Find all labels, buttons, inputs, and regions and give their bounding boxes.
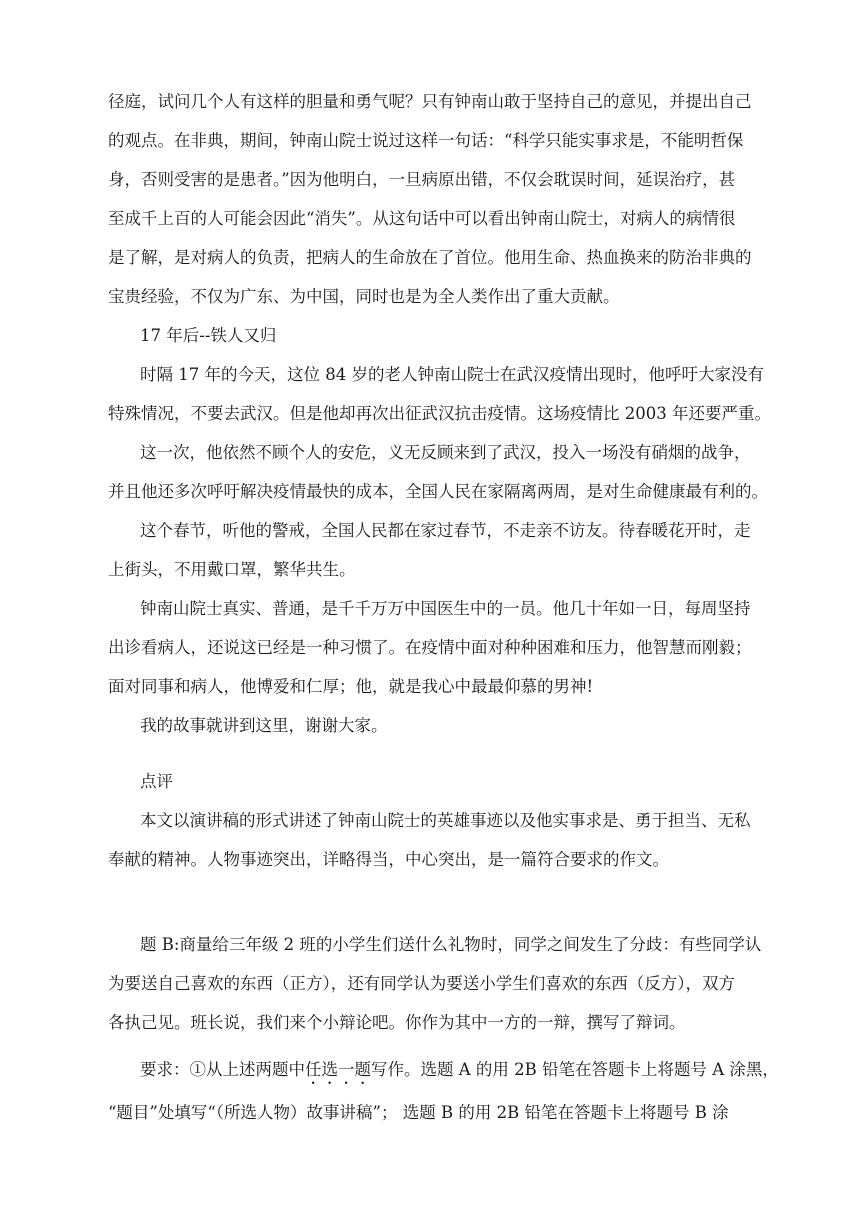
requirement-line: “题目”处填写“（所选人物）故事讲稿”； 选题 B 的用 2B 铅笔在答题卡上将题号 B 涂: [108, 1103, 729, 1122]
closing-line: 我的故事就讲到这里，谢谢大家。: [140, 716, 388, 735]
text-line: 并且他还多次呼吁解决疫情最快的成本，全国人民在家隔离两周，是对生命健康最有利的。: [108, 482, 768, 501]
commentary-line: 本文以演讲稿的形式讲述了钟南山院士的英雄事迹以及他实事求是、勇于担当、无私: [140, 811, 751, 830]
text-line: 这一次，他依然不顾个人的安危，义无反顾来到了武汉，投入一场没有硝烟的战争，: [140, 443, 751, 462]
commentary-heading: 点评: [140, 772, 173, 791]
topic-b-line: 各执己见。班长说，我们来个小辩论吧。你作为其中一方的一辩，撰写了辩词。: [108, 1013, 686, 1032]
text-line: 面对同事和病人，他博爱和仁厚；他，就是我心中最最仰慕的男神!: [108, 677, 594, 696]
text-line: 宝贵经验，不仅为广东、为中国，同时也是为全人类作出了重大贡献。: [108, 287, 620, 306]
text-line: 特殊情况，不要去武汉。但是他却再次出征武汉抗击疫情。这场疫情比 2003 年还要严重。: [108, 404, 771, 423]
commentary-line: 奉献的精神。人物事迹突出，详略得当，中心突出，是一篇符合要求的作文。: [108, 850, 669, 869]
text-line: 上街头，不用戴口罩，繁华共生。: [108, 560, 356, 579]
text-line: 出诊看病人，还说这已经是一种习惯了。在疫情中面对种种困难和压力，他智慧而刚毅；: [108, 638, 752, 657]
topic-b-line: 为要送自己喜欢的东西（正方），还有同学认为要送小学生们喜欢的东西（反方），双方: [108, 974, 735, 993]
requirement-text: 写作。选题 A 的用 2B 铅笔在答题卡上将题号 A 涂黑，: [371, 1060, 779, 1079]
requirement-text: 要求：①从上述两题中: [140, 1060, 305, 1079]
emphasized-text: 任选一题: [305, 1060, 371, 1079]
section-heading: 17 年后--铁人又归: [140, 326, 277, 345]
text-line: 至成千上百的人可能会因此“消失”。从这句话中可以看出钟南山院士，对病人的病情很: [108, 209, 736, 228]
requirement-line: [140, 1060, 779, 1088]
text-line: 钟南山院士真实、普通，是千千万万中国医生中的一员。他几十年如一日，每周坚持: [140, 599, 751, 618]
topic-b-line: 题 B:商量给三年级 2 班的小学生们送什么礼物时，同学之间发生了分歧：有些同学认: [140, 935, 762, 954]
text-line: 的观点。在非典，期间，钟南山院士说过这样一句话：“科学只能实事求是，不能明哲保: [108, 131, 744, 150]
text-line: 是了解，是对病人的负责，把病人的生命放在了首位。他用生命、热血换来的防治非典的: [108, 248, 752, 267]
text-line: 这个春节，听他的警戒，全国人民都在家过春节，不走亲不访友。待春暖花开时，走: [140, 521, 751, 540]
text-line: 时隔 17 年的今天，这位 84 岁的老人钟南山院士在武汉疫情出现时，他呼吁大家没有: [140, 365, 764, 384]
text-line: 身，否则受害的是患者。”因为他明白，一旦病原出错，不仅会耽误时间，延误治疗，甚: [108, 170, 736, 189]
text-line: 径庭，试问几个人有这样的胆量和勇气呢？只有钟南山敢于坚持自己的意见，并提出自己: [108, 92, 752, 111]
